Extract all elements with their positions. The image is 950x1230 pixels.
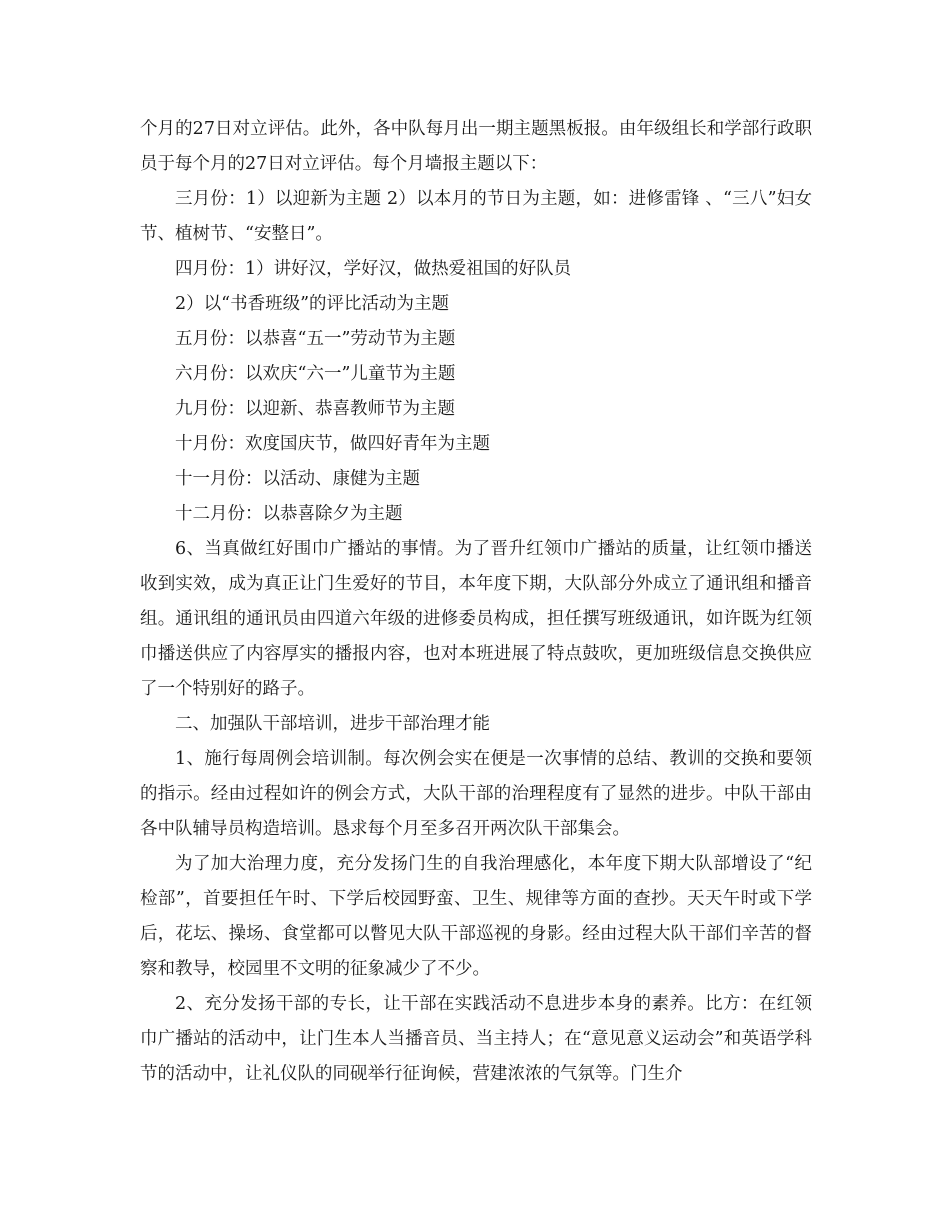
paragraph: 十二月份：以恭喜除夕为主题 [175,504,403,524]
paragraph: 三月份：1）以迎新为主题 2）以本月的节日为主题，如：进修雷锋 、“三八”妇女节、植树节、“安整日”。 [140,189,812,244]
paragraph: 六月份：以欢庆“六一”儿童节为主题 [175,364,456,384]
paragraph: 十一月份：以活动、康健为主题 [175,469,420,489]
paragraph: 九月份：以迎新、恭喜教师节为主题 [175,399,455,419]
paragraph: 为了加大治理力度，充分发扬门生的自我治理感化，本年度下期大队部增设了“纪检部”，首要担任午时、下学后校园野蛮、卫生、规律等方面的查抄。天天午时或下学后，花坛、操场、食堂都可以瞥见大队干部巡视的身影。经由过程大队干部们辛苦的督察和教导，校园里不文明的征象减少了不少。 [140,854,812,979]
paragraph: 十月份：欢度国庆节，做四好青年为主题 [175,434,490,454]
paragraph: 6、当真做红好围巾广播站的事情。为了晋升红领巾广播站的质量，让红领巾播送收到实效，成为真正让门生爱好的节目，本年度下期，大队部分外成立了通讯组和播音组。通讯组的通讯员由四道六年级的进修委员构成，担任撰写班级通讯，如许既为红领巾播送供应了内容厚实的播报内容，也对本班进展了特点鼓吹，更加班级信息交换供应了一个特别好的路子。 [140,539,812,699]
paragraph: 1、施行每周例会培训制。每次例会实在便是一次事情的总结、教训的交换和要领的指示。经由过程如许的例会方式，大队干部的治理程度有了显然的进步。中队干部由各中队辅导员构造培训。恳求每个月至多召开两次队干部集会。 [140,749,812,839]
section-heading: 二、加强队干部培训，进步干部治理才能 [175,714,490,734]
paragraph: 四月份：1）讲好汉，学好汉，做热爱祖国的好队员 [175,259,572,279]
paragraph: 个月的27日对立评估。此外，各中队每月出一期主题黑板报。由年级组长和学部行政职员于每个月的27日对立评估。每个月墙报主题以下： [140,119,812,174]
paragraph: 2、充分发扬干部的专长，让干部在实践活动不息进步本身的素养。比方：在红领巾广播站的活动中，让门生本人当播音员、当主持人；在“意见意义运动会”和英语学科节的活动中，让礼仪队的同砚举行征询候，营建浓浓的气氛等。门生介 [140,994,812,1084]
paragraph: 五月份：以恭喜“五一”劳动节为主题 [175,329,456,349]
document-body [140,112,812,1092]
paragraph: 2）以“书香班级”的评比活动为主题 [175,294,450,314]
